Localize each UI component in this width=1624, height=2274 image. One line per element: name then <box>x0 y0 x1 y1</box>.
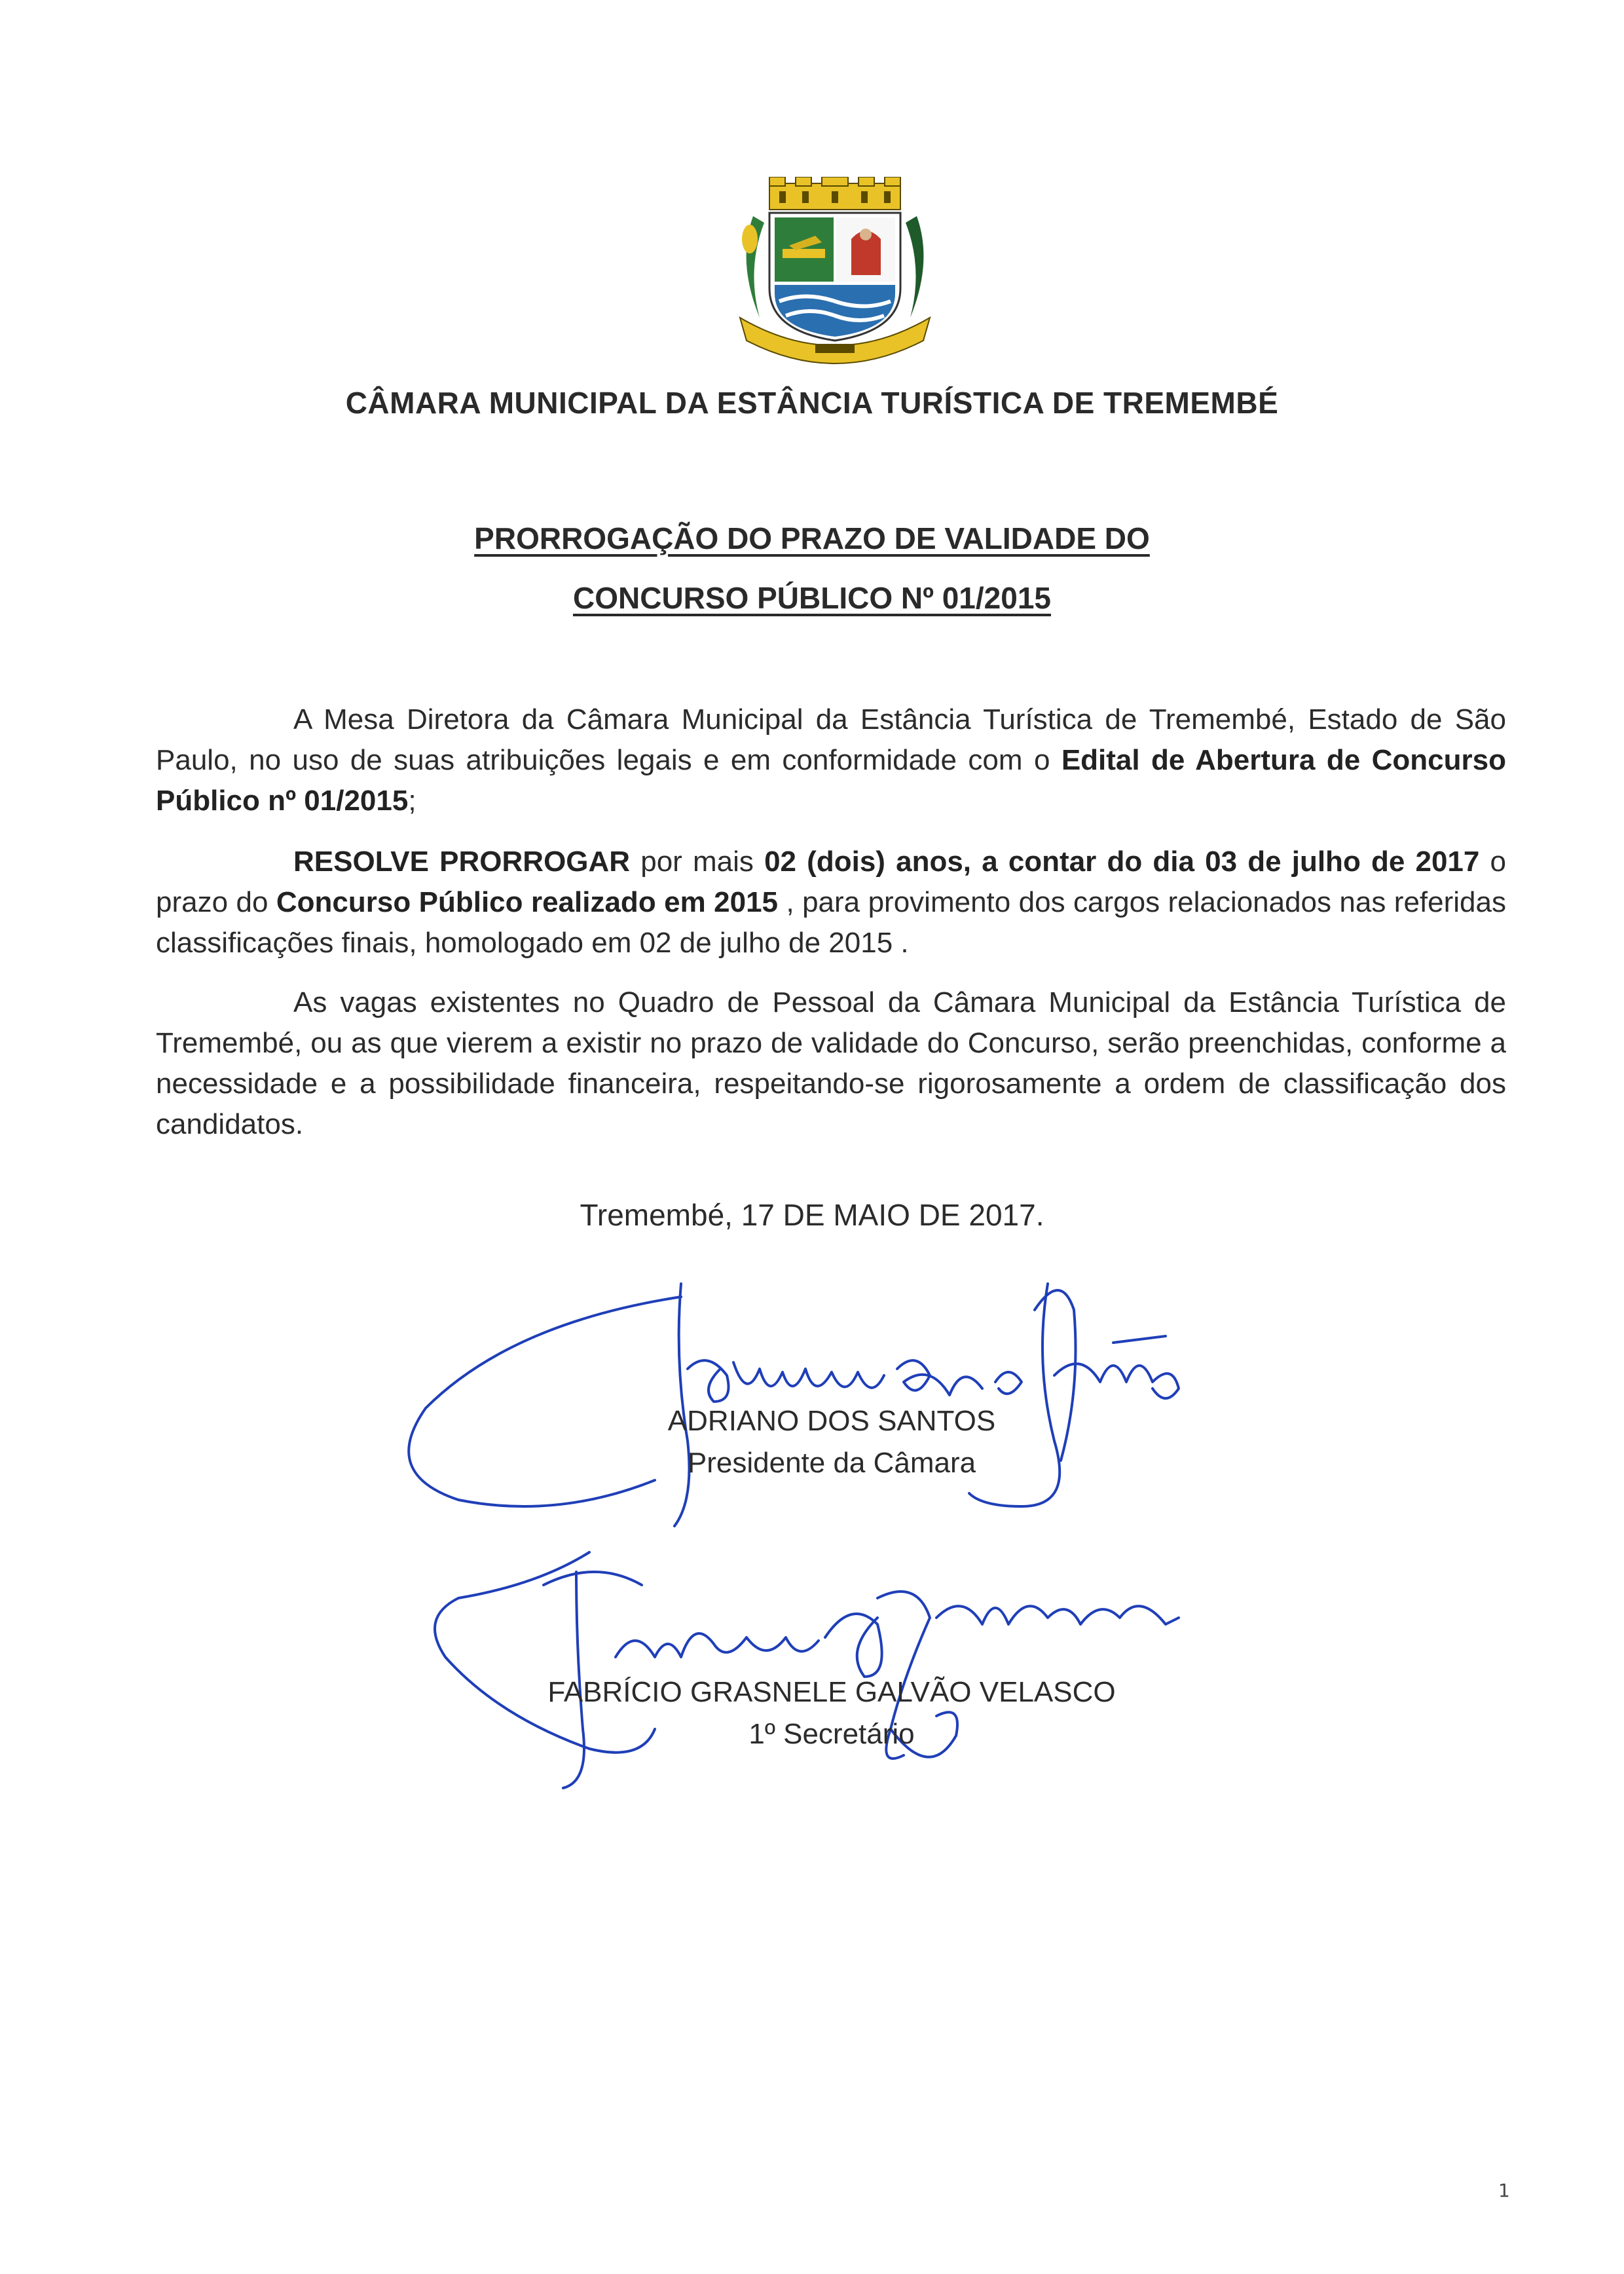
resolution-text-c: , para provimento dos cargos relacionados nas referidas classificações finais, homologado em 02 de julho de 2015 . <box>156 886 1506 959</box>
paragraph-preamble-end: ; <box>408 785 416 817</box>
signatory-role: 1º Secretário <box>748 1718 915 1750</box>
paragraph-vacancies-text: As vagas existentes no Quadro de Pessoal da Câmara Municipal da Estância Turística de Tremembé, ou as que vierem a existir no prazo de validade do Concurso, serão preenchidas, conforme a necessidade e a possibilidade financeira, respeitando-se rigorosamente a ordem de classificação dos candidatos. <box>156 986 1506 1140</box>
document-title-line-2: CONCURSO PÚBLICO Nº 01/2015 <box>573 581 1051 615</box>
edital-reference: Edital de Abertura de Concurso Público nº 01/2015 <box>156 744 1506 817</box>
municipal-coat-of-arms-icon <box>724 177 946 367</box>
paragraph-preamble <box>156 699 1506 821</box>
paragraph-preamble-text: A Mesa Diretora da Câmara Municipal da Estância Turística de Tremembé, Estado de São Paulo, no uso de suas atribuições legais e em conformidade com o <box>156 703 1506 776</box>
resolution-text-a: por mais <box>630 846 765 878</box>
signatory-name: FABRÍCIO GRASNELE GALVÃO VELASCO <box>547 1676 1116 1708</box>
resolve-keyword: RESOLVE PRORROGAR <box>293 846 631 878</box>
extension-period: 02 (dois) anos, a contar do dia 03 de julho de 2017 <box>764 846 1480 878</box>
paragraph-vacancies <box>156 982 1506 1145</box>
page-number: 1 <box>1498 2180 1510 2201</box>
signatory-president <box>20 1400 1624 1484</box>
organization-name: CÂMARA MUNICIPAL DA ESTÂNCIA TURÍSTICA DE TREMEMBÉ <box>345 386 1279 420</box>
resolution-text-b: o prazo do <box>156 846 1507 918</box>
signatory-secretary <box>20 1671 1624 1755</box>
signatory-name: ADRIANO DOS SANTOS <box>667 1405 996 1437</box>
contest-reference: Concurso Público realizado em 2015 <box>276 886 779 918</box>
document-date: Tremembé, 17 DE MAIO DE 2017. <box>580 1198 1044 1232</box>
document-title-line-1: PRORROGAÇÃO DO PRAZO DE VALIDADE DO <box>474 521 1150 555</box>
signatory-role: Presidente da Câmara <box>687 1447 976 1479</box>
paragraph-resolution <box>156 842 1506 963</box>
